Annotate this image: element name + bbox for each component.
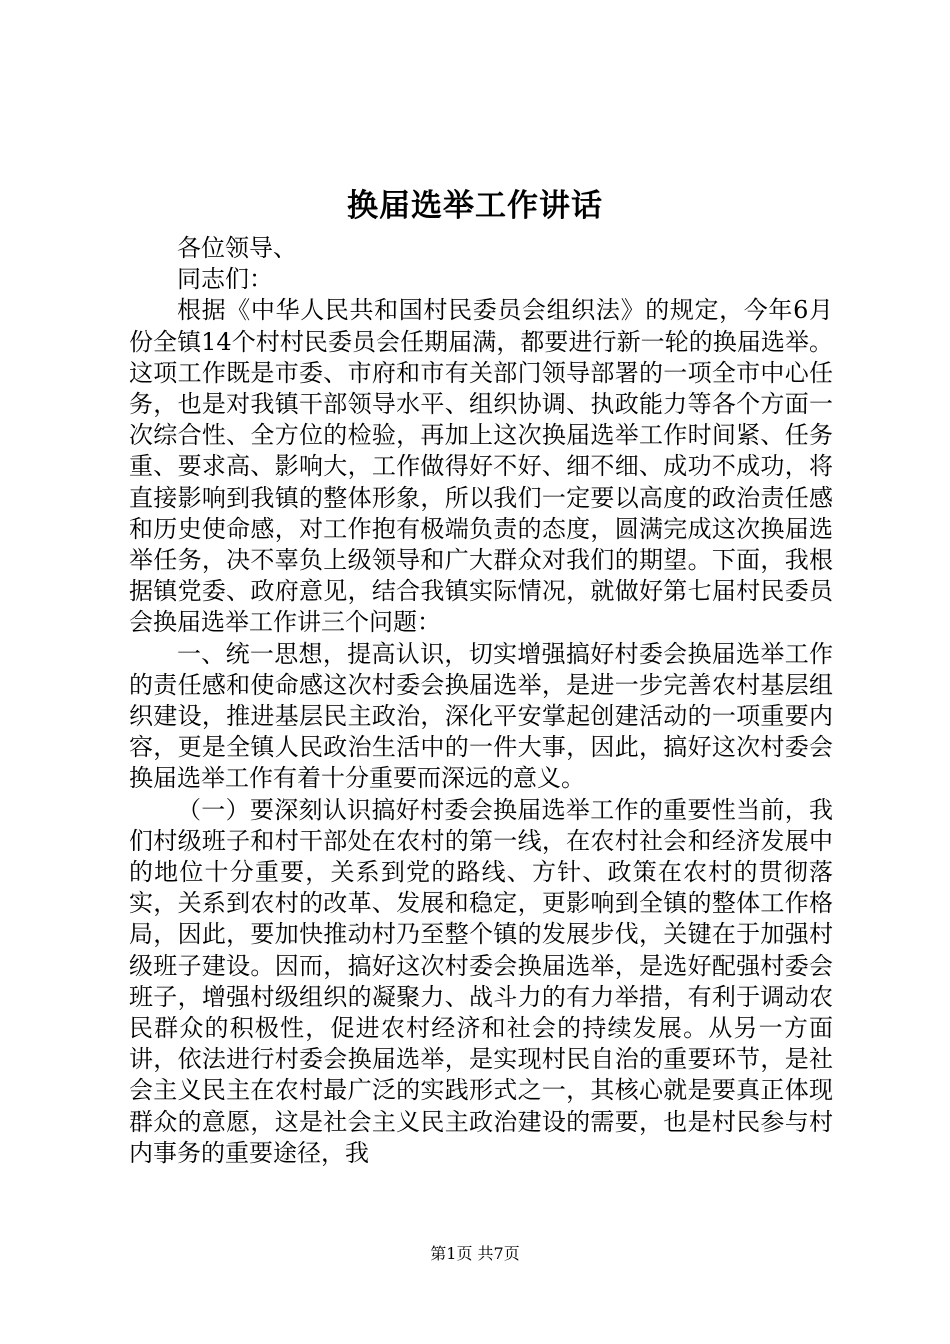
salutation-line-1: 各位领导、: [177, 234, 297, 262]
salutation-line-2: 同志们：: [177, 265, 273, 294]
paragraph-section-1: 一、统一思想，提高认识，切实增强搞好村委会换届选举工作的责任感和使命感这次村委会换届选举，是进一步完善农村基层组织建设，推进基层民主政治，深化平安掌起创建活动的一项重要内容，更是全镇人民政治生活中的一件大事，因此，搞好这次村委会换届选举工作有着十分重要而深远的意义。: [129, 639, 833, 793]
page-number-footer: 第1页 共7页: [430, 1244, 520, 1263]
document-title: 换届选举工作讲话: [347, 188, 603, 224]
paragraph-intro: 根据《中华人民共和国村民委员会组织法》的规定，今年6月份全镇14个村村民委员会任期届满，都要进行新一轮的换届选举。这项工作既是市委、市府和市有关部门领导部署的一项全市中心任务，也是对我镇干部领导水平、组织协调、执政能力等各个方面一次综合性、全方位的检验，再加上这次换届选举工作时间紧、任务重、要求高、影响大，工作做得好不好、细不细、成功不成功，将直接影响到我镇的整体形象，所以我们一定要以高度的政治责任感和历史使命感，对工作抱有极端负责的态度，圆满完成这次换届选举任务，决不辜负上级领导和广大群众对我们的期望。下面，我根据镇党委、政府意见，结合我镇实际情况，就做好第七届村民委员会换届选举工作讲三个问题：: [129, 296, 833, 637]
document-body: [129, 233, 833, 1169]
paragraph-subsection-1: （一）要深刻认识搞好村委会换届选举工作的重要性当前，我们村级班子和村干部处在农村的第一线，在农村社会和经济发展中的地位十分重要，关系到党的路线、方针、政策在农村的贯彻落实，关系到农村的改革、发展和稳定，更影响到全镇的整体工作格局，因此，要加快推动村乃至整个镇的发展步伐，关键在于加强村级班子建设。因而，搞好这次村委会换届选举，是选好配强村委会班子，增强村级组织的凝聚力、战斗力的有力举措，有利于调动农民群众的积极性，促进农村经济和社会的持续发展。从另一方面讲，依法进行村委会换届选举，是实现村民自治的重要环节，是社会主义民主在农村最广泛的实践形式之一，其核心就是要真正体现群众的意愿，这是社会主义民主政治建设的需要，也是村民参与村内事务的重要途径，我: [129, 795, 833, 1167]
